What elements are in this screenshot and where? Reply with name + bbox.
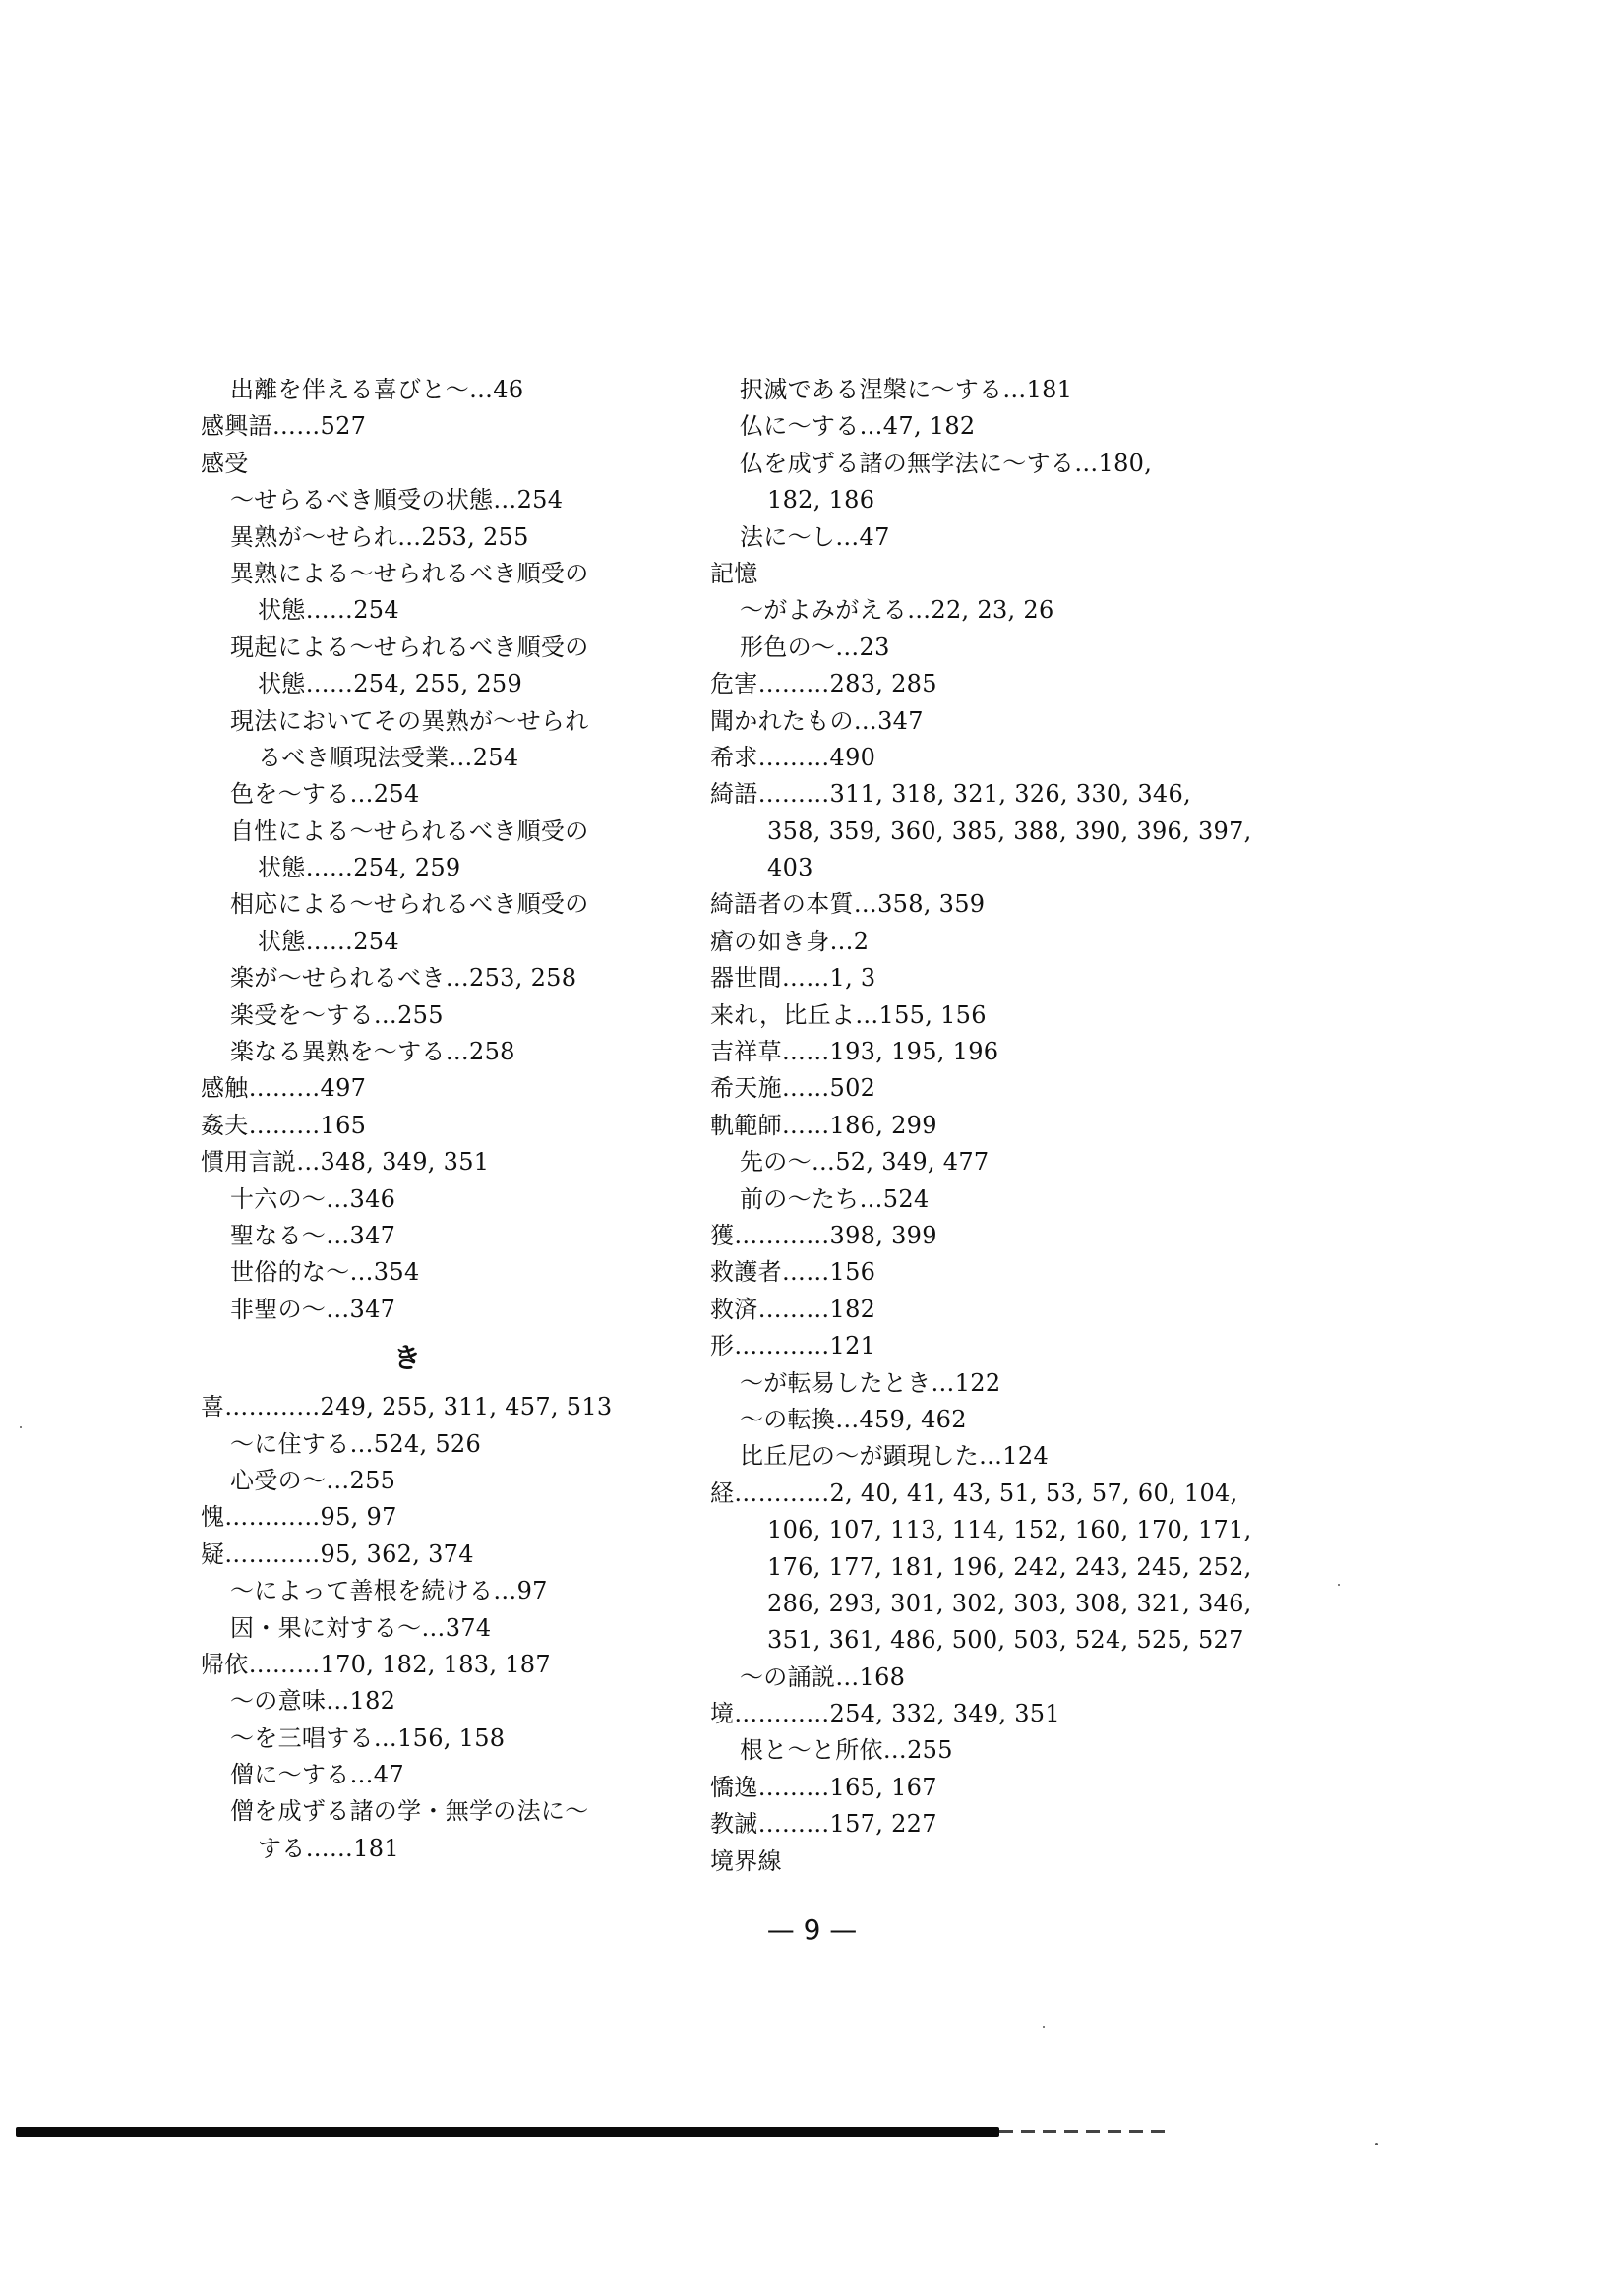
index-entries-right xyxy=(710,372,1261,1880)
index-subentry: 前の〜たち…524 xyxy=(740,1184,930,1213)
index-entry: 救済………182 xyxy=(710,1295,876,1323)
index-entry: 感興語……527 xyxy=(201,412,367,441)
scan-speck xyxy=(1043,2026,1045,2028)
index-subentry: 182, 186 xyxy=(767,486,875,514)
index-entry: 喜…………249, 255, 311, 457, 513 xyxy=(201,1393,613,1421)
index-entry: 教誡………157, 227 xyxy=(710,1810,937,1839)
index-subentry: 〜によって善根を続ける…97 xyxy=(230,1577,548,1605)
index-entry: 聞かれたもの…347 xyxy=(710,706,924,735)
index-subentry: 僧に〜する…47 xyxy=(230,1761,404,1789)
index-subentry: 楽受を〜する…255 xyxy=(230,1000,444,1029)
index-entry: 記憶 xyxy=(710,559,758,587)
index-subentry: 〜の誦説…168 xyxy=(740,1662,906,1691)
index-subentry: 因・果に対する〜…374 xyxy=(230,1613,492,1642)
index-entry: 希求………490 xyxy=(710,743,876,771)
scan-speck xyxy=(1375,2143,1378,2145)
index-subentry: 心受の〜…255 xyxy=(230,1466,396,1494)
index-entry: 危害………283, 285 xyxy=(710,670,937,698)
index-subentry: 根と〜と所依…255 xyxy=(740,1736,953,1765)
index-subentry: 法に〜し…47 xyxy=(740,522,890,551)
index-subentry: 十六の〜…346 xyxy=(230,1184,396,1213)
index-subentry: 〜の転換…459, 462 xyxy=(740,1405,967,1433)
index-entry: 境…………254, 332, 349, 351 xyxy=(710,1700,1060,1728)
index-column-left xyxy=(201,372,663,1867)
index-subentry: 楽が〜せられるべき…253, 258 xyxy=(230,964,577,993)
index-entry: 経…………2, 40, 41, 43, 51, 53, 57, 60, 104, xyxy=(710,1479,1238,1507)
index-entry: 慣用言説…348, 349, 351 xyxy=(201,1148,490,1177)
index-subentry: する……181 xyxy=(258,1834,399,1862)
index-subentry: 〜を三唱する…156, 158 xyxy=(230,1723,506,1752)
index-subentry: 351, 361, 486, 500, 503, 524, 525, 527 xyxy=(767,1626,1244,1655)
index-subentry: 〜が転易したとき…122 xyxy=(740,1368,1001,1397)
index-subentry: 比丘尼の〜が顕現した…124 xyxy=(740,1442,1050,1471)
index-subentry: 現起による〜せられるべき順受の xyxy=(230,633,589,661)
index-subentry: るべき順現法受業…254 xyxy=(258,743,519,771)
index-subentry: 状態……254 xyxy=(258,596,399,625)
index-entry: 姦夫………165 xyxy=(201,1111,367,1139)
index-entry: 感受 xyxy=(201,449,249,477)
index-column-right xyxy=(710,372,1261,1880)
index-subentry: 358, 359, 360, 385, 388, 390, 396, 397, xyxy=(767,816,1252,845)
index-entry: 獲…………398, 399 xyxy=(710,1221,937,1249)
index-entry: 軌範師……186, 299 xyxy=(710,1111,937,1139)
index-subentry: 仏に〜する…47, 182 xyxy=(740,412,976,441)
index-subentry: 〜に住する…524, 526 xyxy=(230,1429,482,1458)
index-subentry: 現法においてその異熟が〜せられ xyxy=(230,706,589,735)
index-entries-left-upper xyxy=(201,372,663,1328)
index-subentry: 286, 293, 301, 302, 303, 308, 321, 346, xyxy=(767,1589,1252,1617)
index-subentry: 出離を伴える喜びと〜…46 xyxy=(230,376,524,403)
index-entries-left-lower xyxy=(201,1389,663,1867)
index-subentry: 楽なる異熟を〜する…258 xyxy=(230,1038,515,1066)
index-subentry: 異熟が〜せられ…253, 255 xyxy=(230,522,529,551)
index-subentry: 状態……254, 259 xyxy=(258,854,461,882)
index-subentry: 〜の意味…182 xyxy=(230,1687,396,1716)
index-subentry: 僧を成ずる諸の学・無学の法に〜 xyxy=(230,1797,589,1826)
page-number: — 9 — xyxy=(766,1913,858,1946)
index-subentry: 色を〜する…254 xyxy=(230,780,420,809)
scan-edge-rule-faint xyxy=(999,2130,1167,2133)
index-subentry: 自性による〜せられるべき順受の xyxy=(230,816,589,845)
index-entry: 愧…………95, 97 xyxy=(201,1503,397,1532)
index-entry: 瘡の如き身…2 xyxy=(710,927,870,955)
index-subentry: 〜せらるべき順受の状態…254 xyxy=(230,486,564,514)
index-subentry: 先の〜…52, 349, 477 xyxy=(740,1148,990,1177)
index-subentry: 〜がよみがえる…22, 23, 26 xyxy=(740,596,1054,625)
index-subentry: 形色の〜…23 xyxy=(740,633,890,661)
scan-edge-rule xyxy=(16,2127,999,2137)
index-entry: 来れ，比丘よ…155, 156 xyxy=(710,1000,987,1029)
index-subentry: 聖なる〜…347 xyxy=(230,1221,396,1249)
index-entry: 境界線 xyxy=(710,1846,782,1875)
index-subentry: 非聖の〜…347 xyxy=(230,1295,396,1323)
index-subentry: 状態……254, 255, 259 xyxy=(258,670,523,698)
index-entry: 帰依………170, 182, 183, 187 xyxy=(201,1650,551,1678)
index-entry: 救護者……156 xyxy=(710,1258,876,1287)
index-subentry: 世俗的な〜…354 xyxy=(230,1258,420,1287)
index-entry: 感触………497 xyxy=(201,1074,367,1103)
index-subentry: 403 xyxy=(767,854,813,882)
index-entry: 綺語………311, 318, 321, 326, 330, 346, xyxy=(710,780,1191,809)
index-entry: 器世間……1, 3 xyxy=(710,964,876,993)
index-entry: 吉祥草……193, 195, 196 xyxy=(710,1038,999,1066)
index-entry: 形…………121 xyxy=(710,1332,876,1360)
index-subentry: 仏を成ずる諸の無学法に〜する…180, xyxy=(740,449,1153,477)
index-subentry: 択滅である涅槃に〜する…181 xyxy=(740,376,1073,403)
index-entry: 憍逸………165, 167 xyxy=(710,1773,937,1801)
index-entry: 希天施……502 xyxy=(710,1074,876,1103)
section-heading-ki: き xyxy=(392,1342,421,1375)
index-subentry: 相応による〜せられるべき順受の xyxy=(230,890,589,919)
scan-speck xyxy=(1338,1584,1340,1586)
scan-speck xyxy=(20,1426,22,1428)
index-subentry: 異熟による〜せられるべき順受の xyxy=(230,559,589,587)
index-entry: 疑…………95, 362, 374 xyxy=(201,1540,474,1568)
index-subentry: 106, 107, 113, 114, 152, 160, 170, 171, xyxy=(767,1516,1252,1544)
index-entry: 綺語者の本質…358, 359 xyxy=(710,890,986,919)
index-subentry: 176, 177, 181, 196, 242, 243, 245, 252, xyxy=(767,1552,1252,1581)
index-subentry: 状態……254 xyxy=(258,927,399,955)
